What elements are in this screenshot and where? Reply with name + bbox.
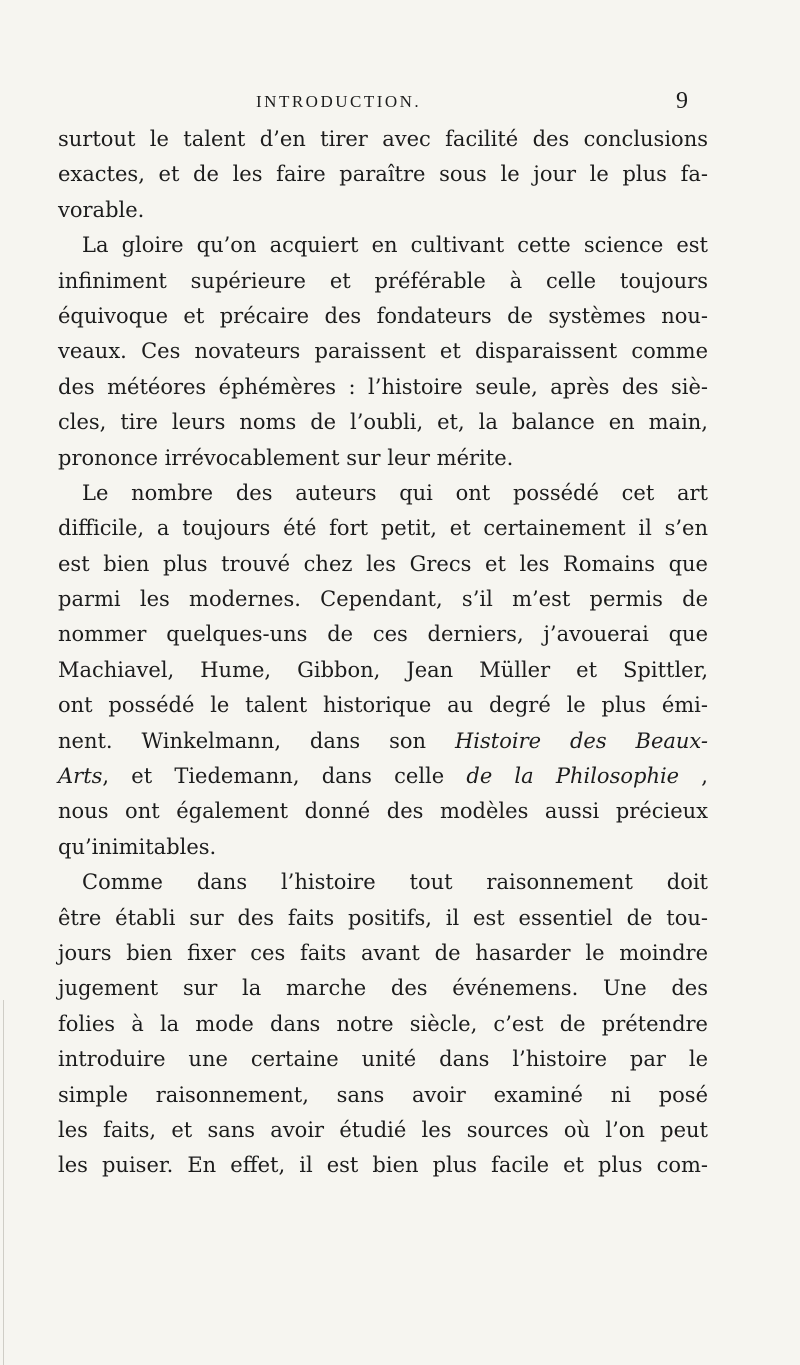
text-line: introduire une certaine unité dans l’histoire par le	[58, 1047, 708, 1072]
text-line: veaux. Ces novateurs paraissent et disparaissent comme	[58, 339, 708, 364]
text-line: nous ont également donné des modèles aussi précieux	[58, 799, 708, 824]
text-line: prononce irrévocablement sur leur mérite.	[58, 445, 514, 470]
text-line: est bien plus trouvé chez les Grecs et les Romains que	[58, 551, 708, 576]
scan-edge-line	[3, 1000, 4, 1365]
text-line	[58, 759, 708, 794]
text-run: nent. Winkelmann, dans son	[58, 728, 455, 753]
book-title: Histoire des Beaux-	[454, 728, 708, 753]
text-line: jours bien fixer ces faits avant de hasarder le moindre	[58, 940, 708, 965]
text-line: jugement sur la marche des événemens. Une des	[58, 976, 708, 1001]
page-number: 9	[676, 88, 688, 114]
text-line: Comme dans l’histoire tout raisonnement doit	[82, 870, 708, 895]
text-line: La gloire qu’on acquiert en cultivant cette science est	[82, 233, 708, 258]
text-line: des météores éphémères : l’histoire seule, après des siè-	[58, 374, 708, 399]
text-line: ont possédé le talent historique au degré le plus émi-	[58, 693, 708, 718]
text-line: difficile, a toujours été fort petit, et certainement il s’en	[58, 516, 708, 541]
text-line: exactes, et de les faire paraître sous le jour le plus fa-	[58, 162, 708, 187]
text-line: vorable.	[58, 197, 145, 222]
text-run: , et Tiedemann, dans celle	[102, 764, 467, 789]
body-text	[58, 122, 708, 1184]
text-line: infiniment supérieure et préférable à celle toujours	[58, 268, 708, 293]
text-line: être établi sur des faits positifs, il est essentiel de tou-	[58, 905, 708, 930]
book-title: de la Philosophie	[466, 764, 680, 789]
text-line: nommer quelques-uns de ces derniers, j’avouerai que	[58, 622, 708, 647]
text-line	[58, 724, 708, 759]
running-title: INTRODUCTION.	[256, 92, 422, 111]
text-line: simple raisonnement, sans avoir examiné ni posé	[58, 1082, 708, 1107]
text-line: qu’inimitables.	[58, 834, 217, 859]
text-line: équivoque et précaire des fondateurs de systèmes nou-	[58, 303, 708, 328]
text-line: les faits, et sans avoir étudié les sources où l’on peut	[58, 1117, 708, 1142]
text-run: ,	[679, 764, 708, 789]
text-line: Le nombre des auteurs qui ont possédé cet art	[82, 480, 708, 505]
text-line: Machiavel, Hume, Gibbon, Jean Müller et Spittler,	[58, 657, 708, 682]
text-line: les puiser. En effet, il est bien plus facile et plus com-	[58, 1153, 708, 1178]
text-line: parmi les modernes. Cependant, s’il m’est permis de	[58, 587, 708, 612]
text-line: cles, tire leurs noms de l’oubli, et, la balance en main,	[58, 410, 708, 435]
page-header	[0, 86, 800, 118]
text-line: folies à la mode dans notre siècle, c’est de prétendre	[58, 1011, 708, 1036]
text-line: surtout le talent d’en tirer avec facilité des conclusions	[58, 127, 708, 151]
book-title: Arts	[58, 764, 103, 789]
